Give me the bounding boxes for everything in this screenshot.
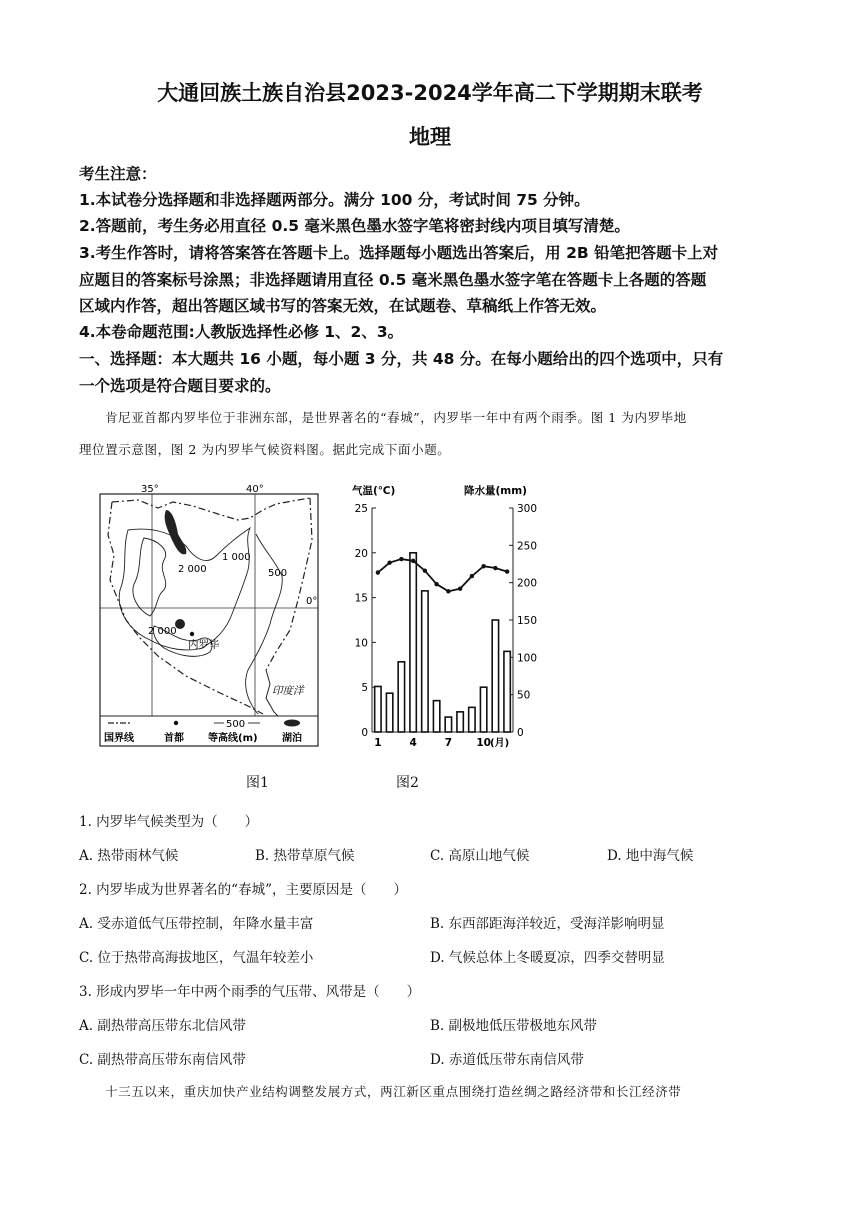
question-2-option-d: D. 气候总体上冬暖夏凉，四季交替明显 — [430, 950, 665, 966]
temp-tick-label: 5 — [361, 682, 368, 695]
temperature-point — [399, 557, 403, 561]
question-3-stem: 3. 形成内罗毕一年中两个雨季的气压带、风带是（ ） — [79, 984, 421, 1000]
contour-label-1000: 1 000 — [222, 552, 251, 563]
question-3-option-d: D. 赤道低压带东南信风带 — [430, 1052, 584, 1068]
month-tick-label: 7 — [444, 737, 453, 749]
precip-tick-label: 100 — [517, 652, 538, 665]
precip-bar — [469, 707, 475, 732]
legend-capital: 首都 — [164, 733, 184, 744]
city-label-nairobi: 内罗毕 — [188, 639, 220, 651]
precip-bar — [422, 591, 428, 732]
temperature-point — [458, 586, 462, 590]
precip-bar — [398, 662, 404, 732]
question-1-option-b: B. 热带草原气候 — [255, 848, 355, 864]
figure-2-caption: 图2 — [396, 775, 419, 791]
notice-item-3-cont: 应题目的答案标号涂黑；非选择题请用直径 0.5 毫米黑色墨水签字笔在答题卡上各题的答题 — [79, 271, 707, 289]
temp-tick-label: 0 — [361, 727, 368, 739]
contour-label-2000-north: 2 000 — [178, 564, 207, 575]
notice-heading: 考生注意： — [79, 165, 157, 183]
contour-label-500: 500 — [268, 568, 288, 579]
month-tick-label: 10 — [476, 737, 491, 749]
section-heading: 一、选择题：本大题共 16 小题，每小题 3 分，共 48 分。在每小题给出的四个选项中，只有 — [79, 350, 724, 368]
right-axis-title: 降水量(mm) — [464, 485, 527, 497]
precip-tick-label: 50 — [517, 689, 531, 702]
precip-tick-label: 200 — [517, 577, 538, 590]
nairobi-location-map — [98, 480, 320, 748]
question-2-option-b: B. 东西部距海洋较近，受海洋影响明显 — [430, 916, 665, 932]
temperature-point — [505, 569, 509, 573]
precip-bar — [410, 553, 416, 732]
question-3-option-c: C. 副热带高压带东南信风带 — [79, 1052, 246, 1068]
left-axis-title: 气温(℃) — [352, 485, 396, 497]
precip-tick-label: 250 — [517, 540, 538, 553]
notice-item-1: 1.本试卷分选择题和非选择题两部分。满分 100 分，考试时间 75 分钟。 — [79, 191, 590, 209]
temp-tick-label: 25 — [354, 503, 368, 515]
question-1-option-d: D. 地中海气候 — [607, 848, 694, 864]
temperature-point — [411, 559, 415, 563]
legend-lake-symbol — [284, 720, 300, 727]
temp-tick-label: 10 — [354, 637, 368, 650]
capital-marker — [190, 632, 194, 636]
exam-title: 大通回族土族自治县2023-2024学年高二下学期期末联考 — [157, 81, 703, 105]
material-intro: 肯尼亚首都内罗毕位于非洲东部，是世界著名的“春城”，内罗毕一年中有两个雨季。图 1 为内罗毕地 — [105, 410, 687, 425]
temperature-point — [493, 566, 497, 570]
notice-item-3-cont2: 区域内作答，超出答题区域书写的答案无效，在试题卷、草稿纸上作答无效。 — [79, 297, 607, 315]
nairobi-climate-chart — [348, 480, 544, 752]
legend-contour: 等高线(m) — [208, 733, 258, 744]
month-tick-label: 1 — [374, 737, 382, 749]
month-unit: (月) — [490, 738, 510, 749]
precip-bar — [433, 701, 439, 732]
precip-tick-label: 0 — [517, 727, 524, 739]
precip-bar — [504, 651, 510, 732]
temperature-point — [434, 582, 438, 586]
legend-contour-value: 500 — [226, 719, 246, 730]
notice-item-3: 3.考生作答时，请将答案答在答题卡上。选择题每小题选出答案后，用 2B 铅笔把答题卡上对 — [79, 244, 719, 262]
temperature-point — [423, 569, 427, 573]
material-intro-cont: 理位置示意图，图 2 为内罗毕气候资料图。据此完成下面小题。 — [79, 442, 451, 457]
lat-label-0: 0° — [306, 596, 318, 607]
ocean-label: 印度洋 — [272, 685, 304, 697]
notice-item-2: 2.答题前，考生务必用直径 0.5 毫米黑色墨水签字笔将密封线内项目填写清楚。 — [79, 217, 630, 235]
month-tick-label: 4 — [409, 737, 417, 749]
precip-tick-label: 150 — [517, 615, 538, 627]
question-1-stem: 1. 内罗毕气候类型为（ ） — [79, 814, 259, 830]
precip-bar — [492, 620, 498, 732]
next-material-intro: 十三五以来，重庆加快产业结构调整发展方式，两江新区重点围绕打造丝绸之路经济带和长江经济带 — [105, 1084, 682, 1099]
lon-label-35: 35° — [141, 484, 159, 495]
temperature-line — [378, 559, 507, 591]
precip-bar — [375, 686, 381, 732]
question-2-option-c: C. 位于热带高海拔地区，气温年较差小 — [79, 950, 314, 966]
temp-tick-label: 15 — [354, 592, 368, 605]
question-3-option-a: A. 副热带高压带东北信风带 — [79, 1018, 246, 1034]
temperature-point — [387, 560, 391, 564]
precip-bar — [457, 712, 463, 732]
question-1-option-c: C. 高原山地气候 — [430, 848, 530, 864]
precip-bar — [445, 717, 451, 732]
subject-title: 地理 — [409, 125, 451, 149]
temperature-point — [481, 564, 485, 568]
notice-item-4: 4.本卷命题范围:人教版选择性必修 1、2、3。 — [79, 323, 404, 341]
question-1-option-a: A. 热带雨林气候 — [79, 848, 179, 864]
precip-bar — [386, 693, 392, 732]
section-heading-cont: 一个选项是符合题目要求的。 — [79, 377, 281, 395]
legend-lake: 湖泊 — [282, 733, 302, 744]
temp-tick-label: 20 — [354, 547, 368, 560]
figure-1-caption: 图1 — [246, 775, 269, 791]
question-2-stem: 2. 内罗毕成为世界著名的“春城”，主要原因是（ ） — [79, 882, 407, 898]
temperature-point — [446, 589, 450, 593]
temperature-point — [376, 570, 380, 574]
precip-tick-label: 300 — [517, 503, 538, 515]
legend-capital-symbol — [174, 721, 178, 725]
lon-label-40: 40° — [246, 484, 264, 495]
contour-label-2000-south: 2 000 — [148, 626, 177, 637]
legend-border: 国界线 — [104, 733, 134, 744]
precip-bar — [480, 687, 486, 732]
question-3-option-b: B. 副极地低压带极地东风带 — [430, 1018, 598, 1034]
temperature-point — [470, 574, 474, 578]
question-2-option-a: A. 受赤道低气压带控制，年降水量丰富 — [79, 916, 314, 932]
